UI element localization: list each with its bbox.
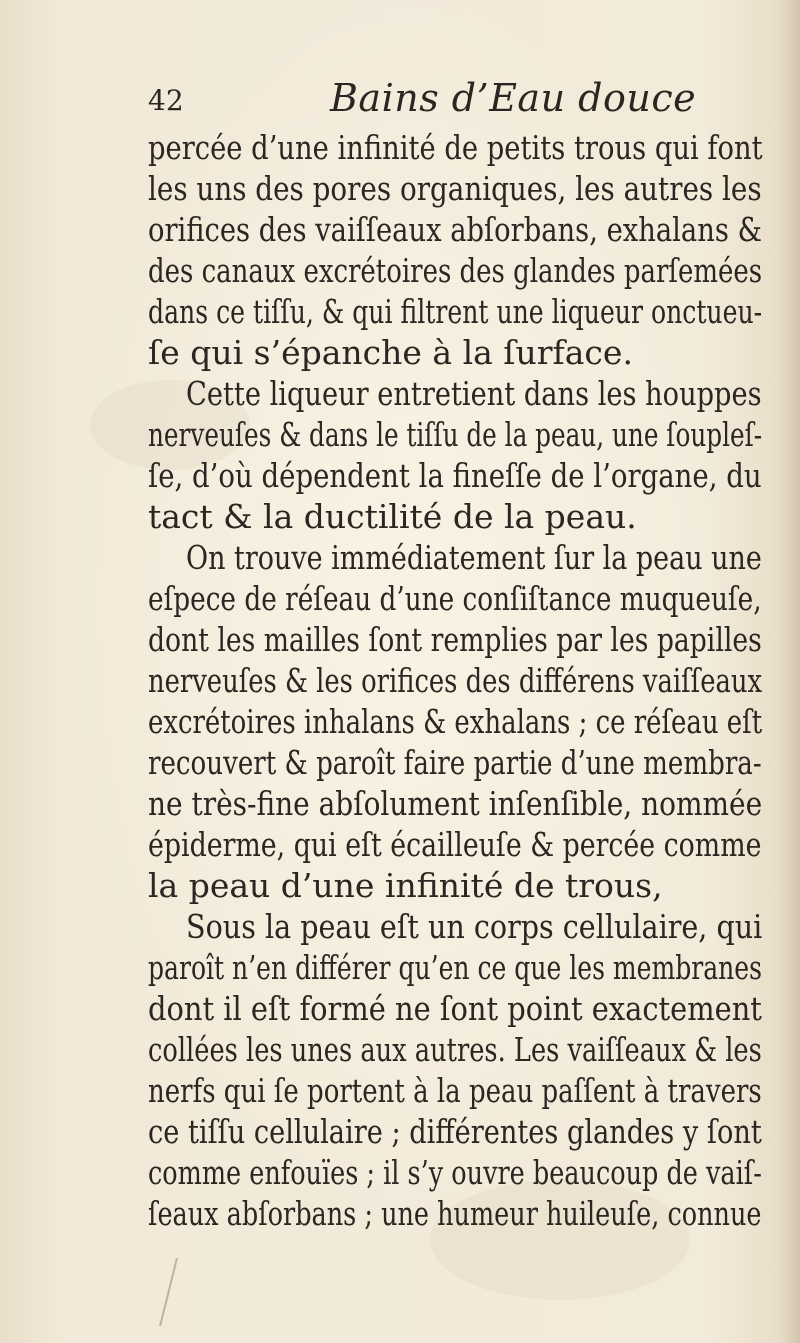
text-line: paroît n’en différer qu’en ce que les membranes <box>148 948 762 987</box>
text-line: On trouve immédiatement ſur la peau une <box>186 538 762 577</box>
text-line: excrétoires inhalans & exhalans ; ce réſeau eſt <box>148 702 763 741</box>
text-line: ce tiſſu cellulaire ; différentes glandes y ſont <box>148 1112 762 1151</box>
paper-scratch <box>159 1258 178 1326</box>
text-line: Sous la peau eſt un corps cellulaire, qui <box>186 907 763 946</box>
text-line: ne très-fine abſolument inſenſible, nommée <box>148 784 763 823</box>
page-binding-shadow <box>778 0 800 1343</box>
text-line: collées les unes aux autres. Les vaiſſeaux & les <box>148 1030 762 1069</box>
page-number: 42 <box>148 84 184 117</box>
text-line: nerveuſes & les orifices des différens vaiſſeaux <box>148 661 763 700</box>
text-line: les uns des pores organiques, les autres les <box>148 169 762 208</box>
page-header <box>0 76 800 126</box>
text-line: dans ce tiſſu, & qui filtrent une liqueur onctueu- <box>148 292 763 331</box>
text-line: ſeaux abſorbans ; une humeur huileuſe, connue <box>148 1194 762 1233</box>
text-line: dont il eſt formé ne ſont point exactement <box>148 989 762 1028</box>
text-line: recouvert & paroît faire partie d’une membra- <box>148 743 762 782</box>
text-line: orifices des vaiſſeaux abſorbans, exhalans & <box>148 210 762 249</box>
text-line: dont les mailles ſont remplies par les papilles <box>148 620 762 659</box>
text-line: nerfs qui ſe portent à la peau paſſent à travers <box>148 1071 762 1110</box>
text-line: ſe, d’où dépendent la fineſſe de l’organe, du <box>148 456 762 495</box>
running-title: Bains d’Eau douce <box>330 76 697 120</box>
text-line: tact & la ductilité de la peau. <box>148 497 637 536</box>
text-line: comme enfouïes ; il s’y ouvre beaucoup de vaiſ- <box>148 1153 762 1192</box>
text-line: ſe qui s’épanche à la ſurface. <box>148 333 633 372</box>
text-line: des canaux excrétoires des glandes parſemées <box>148 251 763 290</box>
text-line: percée d’une infinité de petits trous qui font <box>148 128 763 167</box>
text-line: la peau d’une infinité de trous, <box>148 866 663 905</box>
text-line: eſpece de réſeau d’une conſiſtance muqueuſe, <box>148 579 762 618</box>
text-line: nerveuſes & dans le tiſſu de la peau, une ſoupleſ- <box>148 415 763 454</box>
text-line: Cette liqueur entretient dans les houppes <box>186 374 762 413</box>
text-line: épiderme, qui eſt écailleuſe & percée comme <box>148 825 762 864</box>
